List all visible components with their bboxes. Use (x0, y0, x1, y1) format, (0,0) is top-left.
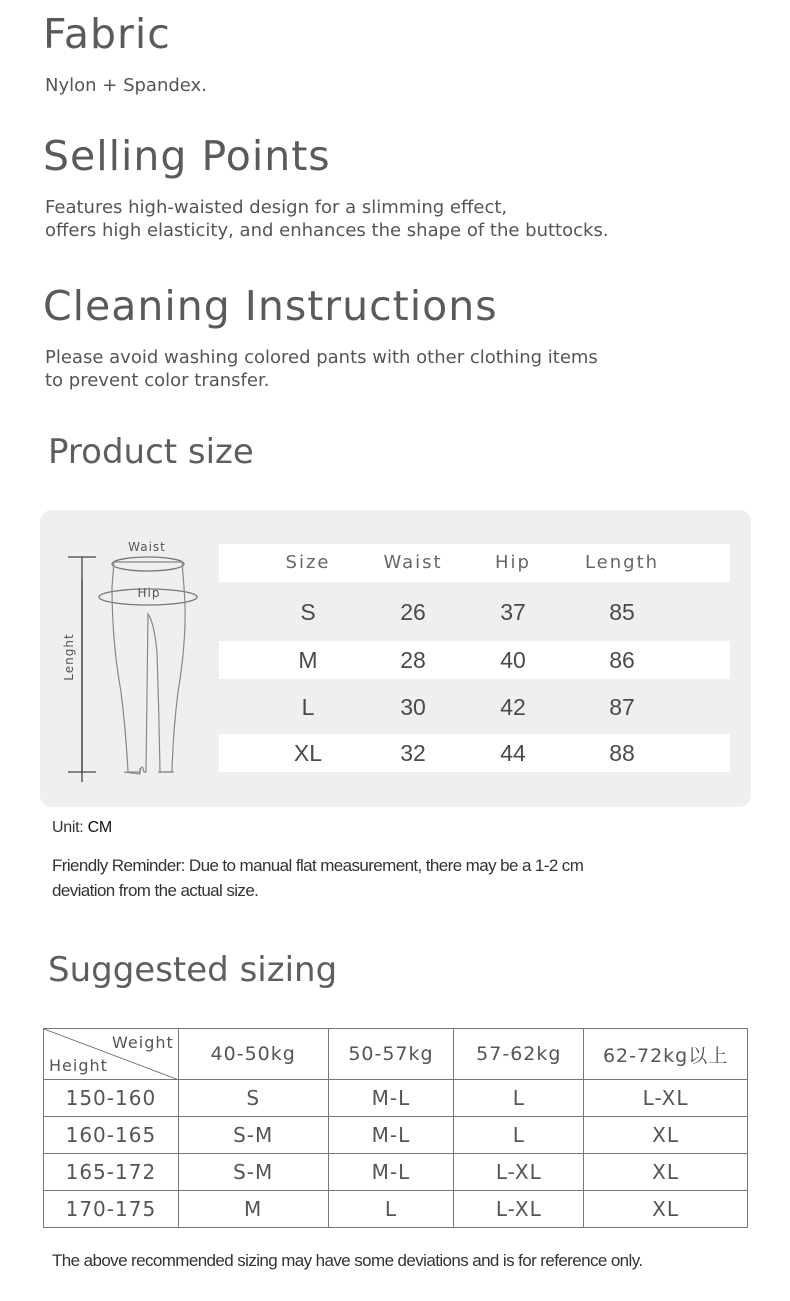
size-table-header (219, 544, 730, 582)
reminder-line-2: deviation from the actual size. (52, 881, 259, 900)
selling-line-1: Features high-waisted design for a slimming effect, (45, 197, 508, 218)
suggested-size-cell: M-L (328, 1117, 454, 1154)
waist-cell: 32 (400, 740, 426, 766)
length-label: Lenght (62, 633, 76, 681)
suggested-size-cell: XL (584, 1191, 748, 1228)
height-range-cell: 165-172 (44, 1154, 179, 1191)
suggested-size-cell: M-L (328, 1080, 454, 1117)
suggested-size-cell: L-XL (454, 1154, 584, 1191)
size-cell: L (301, 694, 315, 720)
length-column-header: Length (584, 552, 660, 573)
fabric-description: Nylon + Spandex. (45, 75, 207, 96)
hip-cell: 37 (500, 599, 526, 625)
weight-range-header: 40-50kg (178, 1029, 328, 1080)
weight-axis-label: Weight (112, 1033, 174, 1052)
weight-range-header: 57-62kg (454, 1029, 584, 1080)
weight-range-header: 62-72kg以上 (584, 1029, 748, 1080)
cleaning-description (45, 346, 598, 392)
cleaning-heading: Cleaning Instructions (43, 282, 498, 330)
length-cell: 85 (609, 599, 635, 625)
measurement-reminder (52, 853, 583, 903)
suggested-sizing-heading: Suggested sizing (48, 950, 338, 990)
waist-cell: 30 (400, 694, 426, 720)
suggested-size-cell: M (178, 1191, 328, 1228)
weight-height-corner-cell (44, 1029, 179, 1080)
reminder-line-1: Friendly Reminder: Due to manual flat measurement, there may be a 1-2 cm (52, 856, 584, 875)
cleaning-line-2: to prevent color transfer. (45, 370, 270, 391)
hip-label: Hip (137, 586, 161, 600)
length-cell: 88 (609, 740, 635, 766)
suggested-size-cell: L-XL (454, 1191, 584, 1228)
height-range-cell: 170-175 (44, 1191, 179, 1228)
fabric-heading: Fabric (43, 10, 171, 58)
unit-label: Unit: (52, 819, 84, 836)
suggested-size-cell: XL (584, 1154, 748, 1191)
size-cell: S (300, 599, 316, 625)
suggested-size-cell: S (178, 1080, 328, 1117)
size-chart-panel (40, 510, 751, 807)
waist-cell: 26 (400, 599, 426, 625)
unit-note (52, 819, 112, 837)
suggested-size-cell: L (328, 1191, 454, 1228)
length-cell: 87 (609, 694, 635, 720)
waist-cell: 28 (400, 647, 426, 673)
hip-cell: 44 (500, 740, 526, 766)
waist-column-header: Waist (383, 552, 443, 573)
waist-measure-ring (112, 557, 184, 571)
height-range-cell: 150-160 (44, 1080, 179, 1117)
height-axis-label: Height (49, 1056, 108, 1075)
size-table-row (219, 734, 730, 772)
waist-label: Waist (128, 540, 166, 554)
hip-cell: 40 (500, 647, 526, 673)
suggested-size-cell: S-M (178, 1154, 328, 1191)
sizing-table-header (44, 1029, 748, 1080)
size-cell: XL (293, 740, 323, 766)
suggested-size-cell: M-L (328, 1154, 454, 1191)
hip-column-header: Hip (495, 552, 531, 573)
sizing-table-row (44, 1154, 748, 1191)
sizing-table-row (44, 1191, 748, 1228)
sizing-table-row (44, 1117, 748, 1154)
suggested-size-cell: L (454, 1117, 584, 1154)
size-column-header: Size (285, 552, 331, 573)
size-table-row (219, 688, 730, 726)
suggested-size-cell: L-XL (584, 1080, 748, 1117)
sizing-table-row (44, 1080, 748, 1117)
hip-cell: 42 (500, 694, 526, 720)
size-cell: M (298, 647, 318, 673)
selling-points-heading: Selling Points (43, 132, 331, 180)
weight-range-header: 50-57kg (328, 1029, 454, 1080)
height-range-cell: 160-165 (44, 1117, 179, 1154)
unit-value: CM (87, 819, 112, 836)
suggested-size-cell: S-M (178, 1117, 328, 1154)
size-table-row (219, 641, 730, 679)
suggested-size-cell: XL (584, 1117, 748, 1154)
product-size-heading: Product size (48, 432, 254, 472)
cleaning-line-1: Please avoid washing colored pants with other clothing items (45, 347, 598, 368)
pants-measurement-diagram (60, 532, 210, 782)
suggested-size-cell: L (454, 1080, 584, 1117)
size-table-row (219, 593, 730, 631)
selling-line-2: offers high elasticity, and enhances the shape of the buttocks. (45, 220, 609, 241)
selling-points-description (45, 196, 609, 242)
length-cell: 86 (609, 647, 635, 673)
suggested-sizing-table (43, 1028, 748, 1228)
sizing-footnote: The above recommended sizing may have some deviations and is for reference only. (52, 1251, 643, 1270)
